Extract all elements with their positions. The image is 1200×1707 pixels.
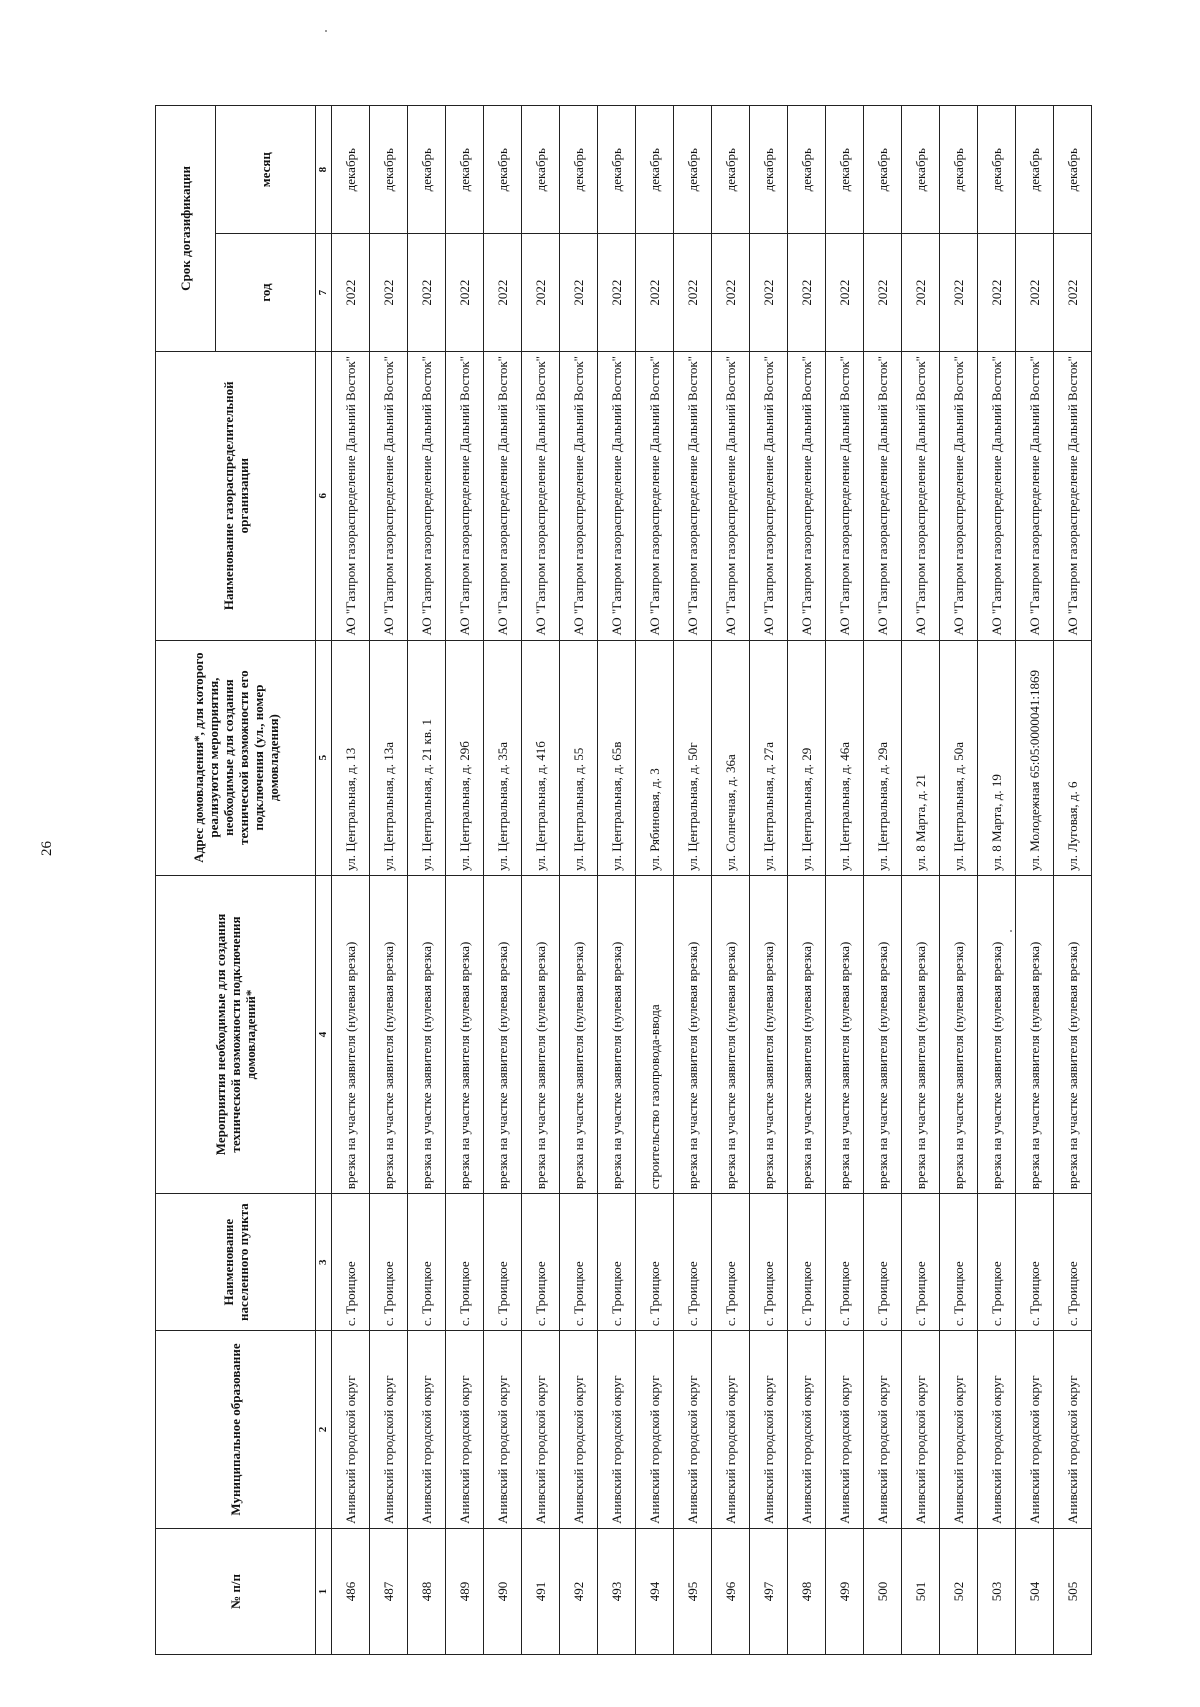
- row-settlement: с. Троицкое: [788, 1194, 826, 1331]
- row-measure: врезка на участке заявителя (нулевая врезка): [522, 875, 560, 1194]
- row-settlement: с. Троицкое: [750, 1194, 788, 1331]
- row-municipality: Анивский городской округ: [1016, 1331, 1054, 1529]
- row-settlement: с. Троицкое: [522, 1194, 560, 1331]
- row-organization: АО "Газпром газораспределение Дальний Восток": [940, 351, 978, 640]
- row-address: ул. Центральная, д. 65в: [598, 640, 636, 875]
- header-measures: Мероприятия необходимые для создания технической возможности подключения домовладений*: [156, 875, 316, 1194]
- column-number-row: [316, 106, 332, 1655]
- row-measure: врезка на участке заявителя (нулевая врезка): [446, 875, 484, 1194]
- row-month: декабрь: [978, 106, 1016, 234]
- row-municipality: Анивский городской округ: [902, 1331, 940, 1529]
- row-measure: врезка на участке заявителя (нулевая врезка): [978, 875, 1016, 1194]
- row-number: 492: [560, 1528, 598, 1654]
- row-month: декабрь: [1016, 106, 1054, 234]
- row-year: 2022: [598, 234, 636, 352]
- row-number: 498: [788, 1528, 826, 1654]
- row-measure: врезка на участке заявителя (нулевая врезка): [370, 875, 408, 1194]
- row-municipality: Анивский городской округ: [408, 1331, 446, 1529]
- table-row: [522, 106, 560, 1655]
- row-number: 487: [370, 1528, 408, 1654]
- row-address: ул. Центральная, д. 35а: [484, 640, 522, 875]
- row-organization: АО "Газпром газораспределение Дальний Восток": [826, 351, 864, 640]
- column-number: 4: [316, 875, 332, 1194]
- row-address: ул. Центральная, д. 41б: [522, 640, 560, 875]
- row-month: декабрь: [446, 106, 484, 234]
- row-municipality: Анивский городской округ: [674, 1331, 712, 1529]
- row-year: 2022: [712, 234, 750, 352]
- row-organization: АО "Газпром газораспределение Дальний Восток": [598, 351, 636, 640]
- column-number: 3: [316, 1194, 332, 1331]
- row-number: 490: [484, 1528, 522, 1654]
- row-organization: АО "Газпром газораспределение Дальний Восток": [332, 351, 370, 640]
- row-municipality: Анивский городской округ: [636, 1331, 674, 1529]
- row-year: 2022: [370, 234, 408, 352]
- row-address: ул. Центральная, д. 13а: [370, 640, 408, 875]
- row-settlement: с. Троицкое: [560, 1194, 598, 1331]
- row-address: ул. Рябиновая, д. 3: [636, 640, 674, 875]
- row-number: 494: [636, 1528, 674, 1654]
- row-measure: врезка на участке заявителя (нулевая врезка): [332, 875, 370, 1194]
- row-year: 2022: [864, 234, 902, 352]
- row-year: 2022: [332, 234, 370, 352]
- row-measure: врезка на участке заявителя (нулевая врезка): [484, 875, 522, 1194]
- row-month: декабрь: [484, 106, 522, 234]
- row-organization: АО "Газпром газораспределение Дальний Восток": [750, 351, 788, 640]
- row-month: декабрь: [674, 106, 712, 234]
- row-address: ул. Центральная, д. 21 кв. 1: [408, 640, 446, 875]
- row-address: ул. Центральная, д. 27а: [750, 640, 788, 875]
- row-municipality: Анивский городской округ: [712, 1331, 750, 1529]
- row-month: декабрь: [408, 106, 446, 234]
- row-settlement: с. Троицкое: [940, 1194, 978, 1331]
- row-settlement: с. Троицкое: [864, 1194, 902, 1331]
- row-number: 501: [902, 1528, 940, 1654]
- row-measure: врезка на участке заявителя (нулевая врезка): [1054, 875, 1092, 1194]
- row-measure: врезка на участке заявителя (нулевая врезка): [940, 875, 978, 1194]
- row-organization: АО "Газпром газораспределение Дальний Восток": [408, 351, 446, 640]
- row-municipality: Анивский городской округ: [978, 1331, 1016, 1529]
- table-row: [1016, 106, 1054, 1655]
- row-settlement: с. Троицкое: [674, 1194, 712, 1331]
- row-number: 486: [332, 1528, 370, 1654]
- row-number: 491: [522, 1528, 560, 1654]
- row-municipality: Анивский городской округ: [560, 1331, 598, 1529]
- row-measure: врезка на участке заявителя (нулевая врезка): [1016, 875, 1054, 1194]
- row-settlement: с. Троицкое: [826, 1194, 864, 1331]
- row-month: декабрь: [750, 106, 788, 234]
- header-number: № п/п: [156, 1528, 316, 1654]
- row-address: ул. Луговая, д. 6: [1054, 640, 1092, 875]
- header-address: Адрес домовладения*, для которого реализуются мероприятия, необходимые для создания технической возможности его подключения (ул., номер домовладения): [156, 640, 316, 875]
- row-month: декабрь: [940, 106, 978, 234]
- table-row: [1054, 106, 1092, 1655]
- row-settlement: с. Троицкое: [370, 1194, 408, 1331]
- row-measure: врезка на участке заявителя (нулевая врезка): [560, 875, 598, 1194]
- row-organization: АО "Газпром газораспределение Дальний Восток": [712, 351, 750, 640]
- row-number: 499: [826, 1528, 864, 1654]
- row-organization: АО "Газпром газораспределение Дальний Восток": [864, 351, 902, 640]
- row-municipality: Анивский городской округ: [864, 1331, 902, 1529]
- column-number: 2: [316, 1331, 332, 1529]
- row-number: 488: [408, 1528, 446, 1654]
- row-organization: АО "Газпром газораспределение Дальний Восток": [788, 351, 826, 640]
- row-organization: АО "Газпром газораспределение Дальний Восток": [978, 351, 1016, 640]
- column-number: 6: [316, 351, 332, 640]
- row-month: декабрь: [1054, 106, 1092, 234]
- row-municipality: Анивский городской округ: [1054, 1331, 1092, 1529]
- row-measure: строительство газопровода-ввода: [636, 875, 674, 1194]
- row-settlement: с. Троицкое: [712, 1194, 750, 1331]
- row-year: 2022: [902, 234, 940, 352]
- row-organization: АО "Газпром газораспределение Дальний Восток": [522, 351, 560, 640]
- table-row: [902, 106, 940, 1655]
- row-year: 2022: [522, 234, 560, 352]
- table-row: [332, 106, 370, 1655]
- row-measure: врезка на участке заявителя (нулевая врезка): [864, 875, 902, 1194]
- row-number: 493: [598, 1528, 636, 1654]
- row-municipality: Анивский городской округ: [598, 1331, 636, 1529]
- row-month: декабрь: [560, 106, 598, 234]
- row-number: 496: [712, 1528, 750, 1654]
- row-settlement: с. Троицкое: [1054, 1194, 1092, 1331]
- row-address: ул. Центральная, д. 13: [332, 640, 370, 875]
- row-municipality: Анивский городской округ: [940, 1331, 978, 1529]
- table-row: [864, 106, 902, 1655]
- row-number: 502: [940, 1528, 978, 1654]
- row-measure: врезка на участке заявителя (нулевая врезка): [902, 875, 940, 1194]
- row-organization: АО "Газпром газораспределение Дальний Восток": [636, 351, 674, 640]
- table-row: [674, 106, 712, 1655]
- table-row: [940, 106, 978, 1655]
- row-organization: АО "Газпром газораспределение Дальний Восток": [674, 351, 712, 640]
- row-municipality: Анивский городской округ: [370, 1331, 408, 1529]
- row-address: ул. Центральная, д. 50а: [940, 640, 978, 875]
- rotated-table-container: [155, 105, 1155, 1655]
- row-organization: АО "Газпром газораспределение Дальний Восток": [370, 351, 408, 640]
- row-month: декабрь: [712, 106, 750, 234]
- row-year: 2022: [826, 234, 864, 352]
- row-month: декабрь: [864, 106, 902, 234]
- row-number: 503: [978, 1528, 1016, 1654]
- row-settlement: с. Троицкое: [902, 1194, 940, 1331]
- row-municipality: Анивский городской округ: [484, 1331, 522, 1529]
- row-municipality: Анивский городской округ: [826, 1331, 864, 1529]
- row-municipality: Анивский городской округ: [788, 1331, 826, 1529]
- row-number: 495: [674, 1528, 712, 1654]
- table-row: [370, 106, 408, 1655]
- row-year: 2022: [446, 234, 484, 352]
- row-settlement: с. Троицкое: [408, 1194, 446, 1331]
- row-municipality: Анивский городской округ: [332, 1331, 370, 1529]
- row-organization: АО "Газпром газораспределение Дальний Восток": [902, 351, 940, 640]
- scan-speck: [325, 30, 327, 32]
- row-measure: врезка на участке заявителя (нулевая врезка): [598, 875, 636, 1194]
- row-organization: АО "Газпром газораспределение Дальний Восток": [560, 351, 598, 640]
- row-number: 497: [750, 1528, 788, 1654]
- row-settlement: с. Троицкое: [484, 1194, 522, 1331]
- gasification-table: [155, 105, 1092, 1655]
- row-year: 2022: [750, 234, 788, 352]
- row-year: 2022: [636, 234, 674, 352]
- row-measure: врезка на участке заявителя (нулевая врезка): [408, 875, 446, 1194]
- row-measure: врезка на участке заявителя (нулевая врезка): [712, 875, 750, 1194]
- table-row: [598, 106, 636, 1655]
- row-measure: врезка на участке заявителя (нулевая врезка): [750, 875, 788, 1194]
- row-year: 2022: [978, 234, 1016, 352]
- table-row: [788, 106, 826, 1655]
- table-row: [484, 106, 522, 1655]
- header-municipality: Муниципальное образование: [156, 1331, 316, 1529]
- row-year: 2022: [940, 234, 978, 352]
- column-number: 1: [316, 1528, 332, 1654]
- table-row: [446, 106, 484, 1655]
- row-settlement: с. Троицкое: [446, 1194, 484, 1331]
- header-month: месяц: [216, 106, 316, 234]
- row-organization: АО "Газпром газораспределение Дальний Восток": [1054, 351, 1092, 640]
- row-municipality: Анивский городской округ: [522, 1331, 560, 1529]
- row-measure: врезка на участке заявителя (нулевая врезка): [788, 875, 826, 1194]
- row-month: декабрь: [370, 106, 408, 234]
- row-settlement: с. Троицкое: [598, 1194, 636, 1331]
- row-month: декабрь: [636, 106, 674, 234]
- row-number: 489: [446, 1528, 484, 1654]
- row-measure: врезка на участке заявителя (нулевая врезка): [674, 875, 712, 1194]
- column-number: 5: [316, 640, 332, 875]
- row-year: 2022: [1054, 234, 1092, 352]
- row-month: декабрь: [788, 106, 826, 234]
- row-settlement: с. Троицкое: [1016, 1194, 1054, 1331]
- row-address: ул. Центральная, д. 29: [788, 640, 826, 875]
- table-row: [560, 106, 598, 1655]
- table-row: [408, 106, 446, 1655]
- row-year: 2022: [484, 234, 522, 352]
- row-number: 504: [1016, 1528, 1054, 1654]
- table-row: [826, 106, 864, 1655]
- row-address: ул. Центральная, д. 29а: [864, 640, 902, 875]
- row-municipality: Анивский городской округ: [446, 1331, 484, 1529]
- header-year: год: [216, 234, 316, 352]
- row-month: декабрь: [522, 106, 560, 234]
- table-row: [978, 106, 1016, 1655]
- row-address: ул. 8 Марта, д. 21: [902, 640, 940, 875]
- row-number: 505: [1054, 1528, 1092, 1654]
- row-year: 2022: [1016, 234, 1054, 352]
- header-organization: Наименование газораспределительной организации: [156, 351, 316, 640]
- row-address: ул. Центральная, д. 29б: [446, 640, 484, 875]
- row-year: 2022: [674, 234, 712, 352]
- row-organization: АО "Газпром газораспределение Дальний Восток": [484, 351, 522, 640]
- row-address: ул. 8 Марта, д. 19: [978, 640, 1016, 875]
- table-row: [750, 106, 788, 1655]
- row-organization: АО "Газпром газораспределение Дальний Восток": [1016, 351, 1054, 640]
- row-year: 2022: [788, 234, 826, 352]
- row-address: ул. Солнечная, д. 36а: [712, 640, 750, 875]
- row-settlement: с. Троицкое: [978, 1194, 1016, 1331]
- row-address: ул. Центральная, д. 46а: [826, 640, 864, 875]
- table-row: [712, 106, 750, 1655]
- header-settlement: Наименование населенного пункта: [156, 1194, 316, 1331]
- row-settlement: с. Троицкое: [332, 1194, 370, 1331]
- row-number: 500: [864, 1528, 902, 1654]
- table-row: [636, 106, 674, 1655]
- column-number: 7: [316, 234, 332, 352]
- column-number: 8: [316, 106, 332, 234]
- row-year: 2022: [560, 234, 598, 352]
- row-measure: врезка на участке заявителя (нулевая врезка): [826, 875, 864, 1194]
- row-municipality: Анивский городской округ: [750, 1331, 788, 1529]
- header-gasification-term: Срок догазификации: [156, 106, 216, 352]
- row-month: декабрь: [598, 106, 636, 234]
- row-address: ул. Центральная, д. 50г: [674, 640, 712, 875]
- row-year: 2022: [408, 234, 446, 352]
- row-organization: АО "Газпром газораспределение Дальний Восток": [446, 351, 484, 640]
- row-month: декабрь: [332, 106, 370, 234]
- row-month: декабрь: [826, 106, 864, 234]
- row-address: ул. Центральная, д. 55: [560, 640, 598, 875]
- row-settlement: с. Троицкое: [636, 1194, 674, 1331]
- row-address: ул. Молодежная 65:05:0000041:1869: [1016, 640, 1054, 875]
- row-month: декабрь: [902, 106, 940, 234]
- page-number: 26: [39, 841, 55, 856]
